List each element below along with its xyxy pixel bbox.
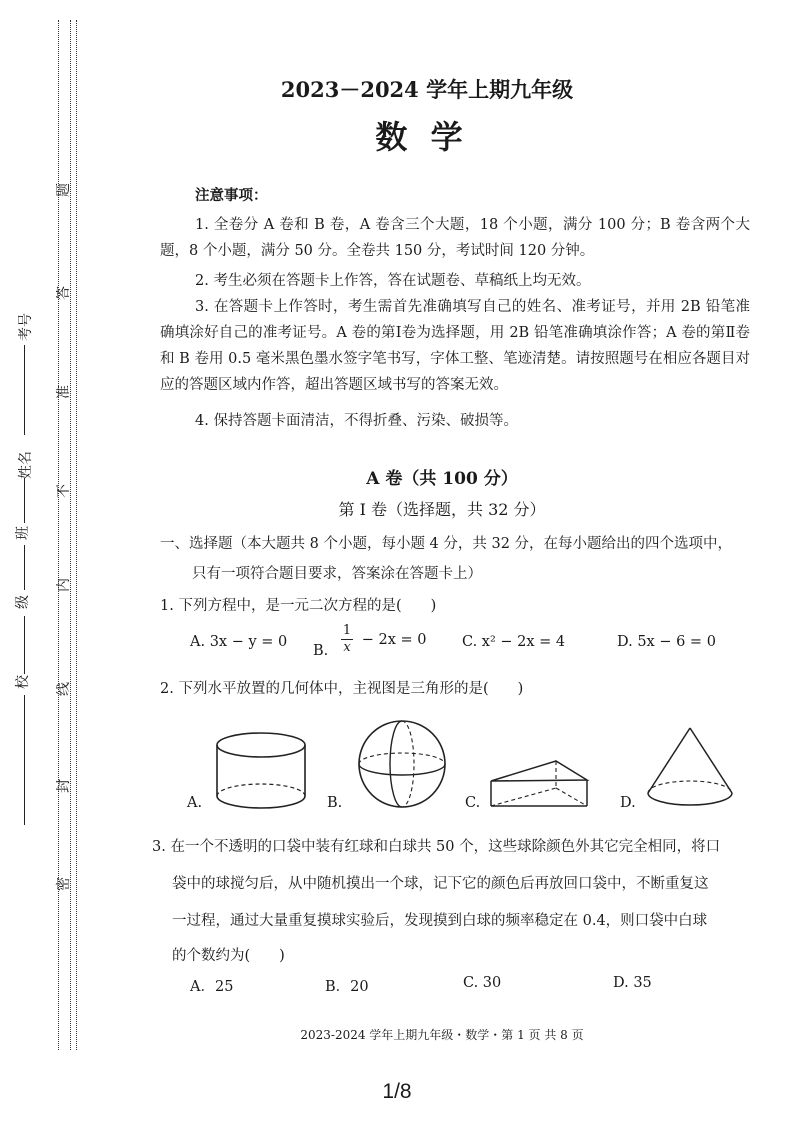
question-2-option-d: D.: [620, 795, 636, 811]
question-3-option-a: A．25: [190, 979, 234, 995]
field-label-number: 考号: [18, 313, 34, 341]
seal-char-mi: 密: [56, 877, 72, 891]
notes-heading: 注意事项：: [195, 187, 268, 204]
choice-instruction-line-2: 只有一项符合题目要求，答案涂在答题卡上）: [192, 566, 482, 582]
margin-dotted-line-3: [76, 20, 77, 1050]
page-indicator: 1/8: [382, 1080, 412, 1103]
sphere-icon: [357, 718, 447, 810]
exam-year-title: 2023－2024 学年上期九年级: [280, 77, 574, 102]
field-label-school: 校: [15, 675, 31, 689]
note-item-4: 4. 保持答题卡面清洁，不得折叠、污染、破损等。: [195, 413, 518, 429]
field-blank-class: [24, 545, 25, 590]
seal-char-zhun: 准: [56, 385, 72, 399]
cone-icon: [645, 725, 735, 809]
question-1-option-a: A. 3x − y = 0: [190, 634, 288, 650]
field-blank-school: [24, 695, 25, 825]
page-footer: 2023-2024 学年上期九年级・数学・第 1 页 共 8 页: [300, 1028, 584, 1042]
subject-title: 数 学: [375, 118, 469, 156]
note-item-1: 1. 全卷分 A 卷和 B 卷，A 卷含三个大题，18 个小题，满分 100 分；B 卷含两个大题，8 个小题，满分 50 分。全卷共 150 分，考试时间 120 分钟。: [160, 217, 750, 259]
margin-dotted-line-1: [58, 20, 59, 1050]
question-3-option-c: C. 30: [463, 975, 502, 991]
margin-dotted-line-2: [70, 20, 71, 1050]
section-a-title: A 卷（共 100 分）: [366, 469, 518, 489]
question-2-option-c: C.: [465, 795, 481, 811]
field-label-name: 姓名: [18, 451, 34, 479]
choice-instruction-line-1: 一、选择题（本大题共 8 个小题，每小题 4 分，共 32 分，在每小题给出的四个选项中，: [160, 536, 733, 552]
seal-char-nei: 内: [56, 578, 72, 592]
question-3-line-2: 袋中的球搅匀后，从中随机摸出一个球，记下它的颜色后再放回口袋中，不断重复这: [172, 876, 709, 892]
question-3-line-1: 3. 在一个不透明的口袋中装有红球和白球共 50 个，这些球除颜色外其它完全相同，将口: [152, 839, 721, 855]
seal-char-bu: 不: [56, 484, 72, 498]
seal-char-xian: 线: [56, 682, 72, 696]
field-blank-number: [24, 345, 25, 435]
note-item-2: 2. 考生必须在答题卡上作答，答在试题卷、草稿纸上均无效。: [195, 273, 591, 289]
question-2-stem: 2. 下列水平放置的几何体中，主视图是三角形的是( ): [160, 681, 524, 697]
note-item-3: 3. 在答题卡上作答时，考生需首先准确填写自己的姓名、准考证号，并用 2B 铅笔准确填涂好自己的准考证号。A 卷的第Ⅰ卷为选择题，用 2B 铅笔准确填涂作答；A 卷的第Ⅱ卷和 B 卷用 0.5 毫米黑色墨水签字笔书写，字体工整、笔迹清楚。请按照题号在相应各题目对应的答题区域内作答，超出答题区域书写的答案无效。: [160, 299, 750, 393]
fraction-1-over-x: $\frac{1}{x}$: [342, 623, 352, 655]
field-label-class: 班: [15, 526, 31, 540]
question-3-line-4: 的个数约为( ): [172, 948, 285, 964]
question-3-line-3: 一过程，通过大量重复摸球实验后，发现摸到白球的频率稳定在 0.4，则口袋中白球: [172, 913, 708, 929]
question-3-option-b: B．20: [325, 979, 369, 995]
seal-char-feng: 封: [56, 779, 72, 793]
field-blank-grade: [24, 616, 25, 674]
question-1-option-c: C. x² − 2x = 4: [462, 634, 566, 650]
seal-char-da: 答: [56, 286, 72, 300]
question-1-option-d: D. 5x − 6 = 0: [617, 634, 716, 650]
question-1-option-b: B. $\frac{1}{x}$ − 2x = 0: [313, 623, 427, 659]
field-label-grade: 级: [15, 595, 31, 609]
seal-char-ti: 题: [56, 183, 72, 197]
question-2-option-a: A.: [187, 795, 203, 811]
triangular-prism-icon: [488, 758, 590, 810]
cylinder-icon: [213, 730, 309, 820]
question-2-option-b: B.: [327, 795, 343, 811]
question-1-stem: 1. 下列方程中，是一元二次方程的是( ): [160, 598, 437, 614]
part-1-title: 第 Ⅰ 卷（选择题，共 32 分）: [338, 500, 546, 519]
question-3-option-d: D. 35: [613, 975, 652, 991]
